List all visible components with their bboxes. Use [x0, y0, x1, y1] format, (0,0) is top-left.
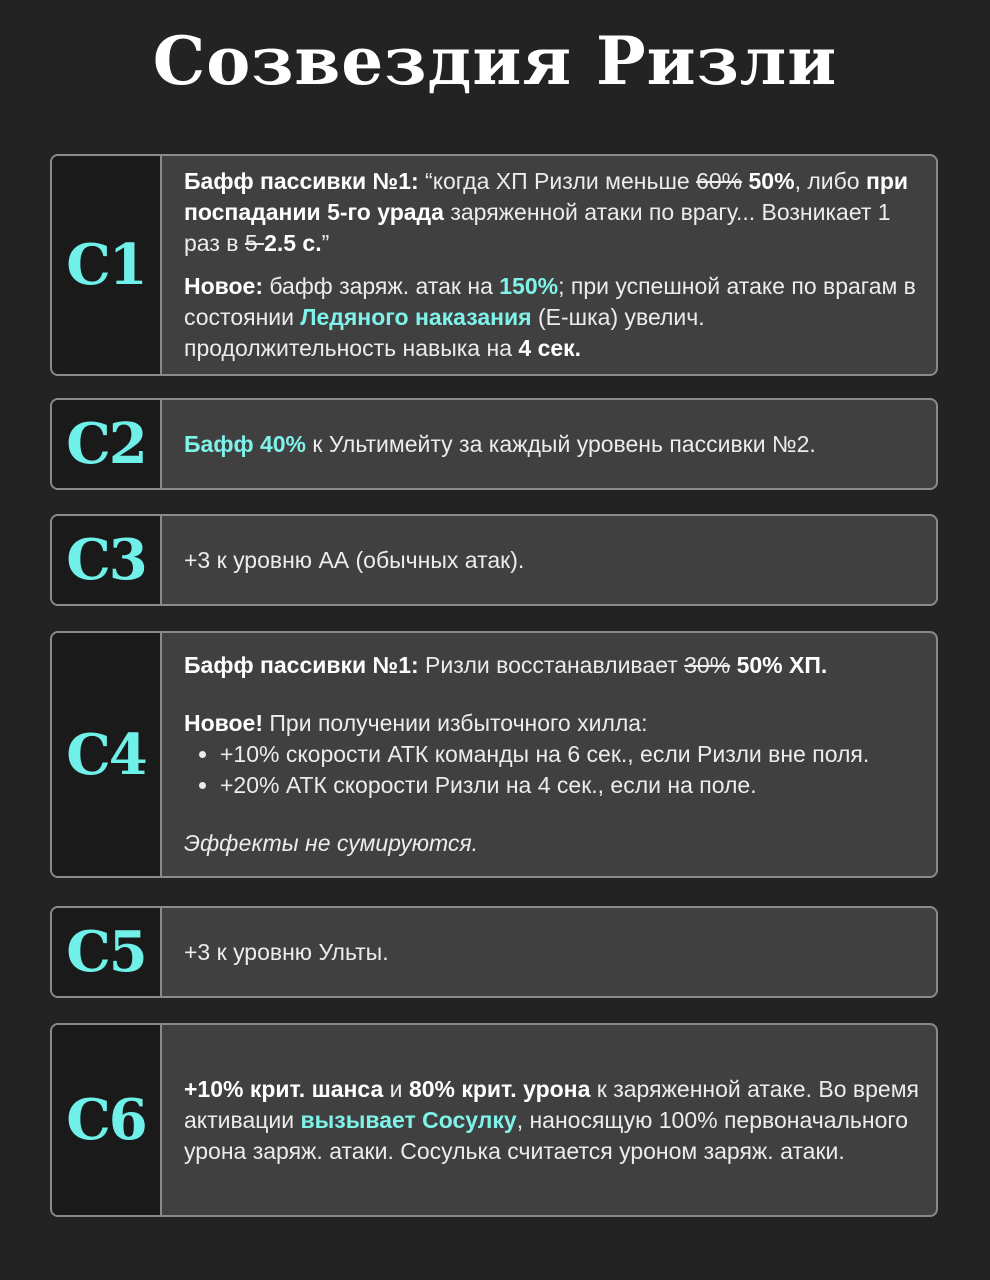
page-title: Созвездия Ризли — [152, 22, 838, 100]
constellation-badge-c4: C4 — [52, 633, 162, 876]
constellation-card-c5 — [50, 906, 938, 998]
constellation-card-c6 — [50, 1023, 938, 1217]
c1-paragraph-1: Бафф пассивки №1: “когда ХП Ризли меньше 60% 50%, либо при поспадании 5-го урада заряженной атаки по врагу... Возникает 1 раз в 5 2.5 с.” — [184, 168, 909, 256]
constellation-card-c4 — [50, 631, 938, 878]
constellation-badge-c6: C6 — [52, 1025, 162, 1215]
constellation-text-c1 — [184, 156, 922, 374]
constellation-text-c6: +10% крит. шанса и 80% крит. урона к заряженной атаке. Во время активации вызывает Сосулку, наносящую 100% первоначального урона заряж. атаки. Сосулька считается уроном заряж. атаки. — [184, 1075, 919, 1164]
constellation-card-c1 — [50, 154, 938, 376]
constellation-text-c3: +3 к уровню АА (обычных атак). — [184, 546, 525, 573]
list-item: • +20% АТК скорости Ризли на 4 сек., если на поле. — [220, 770, 922, 801]
c1-paragraph-2: Новое: бафф заряж. атак на 150%; при успешной атаке по врагам в состоянии Ледяного наказания (E-шка) увелич. продолжительность навыка на 4 сек. — [184, 273, 916, 361]
list-item: • +10% скорости АТК команды на 6 сек., если Ризли вне поля. — [220, 739, 922, 770]
constellation-badge-c1: C1 — [52, 156, 162, 374]
c4-paragraph-2: Новое! При получении избыточного хилла: — [184, 710, 648, 736]
constellation-text-c4 — [184, 633, 922, 876]
constellation-badge-c5: C5 — [52, 908, 162, 996]
constellation-badge-c3: C3 — [52, 516, 162, 604]
constellation-card-c2 — [50, 398, 938, 490]
c4-note: Эффекты не сумируются. — [184, 830, 479, 856]
constellation-badge-c2: C2 — [52, 400, 162, 488]
constellation-text-c2: Бафф 40% к Ультимейту за каждый уровень пассивки №2. — [184, 430, 816, 457]
c4-paragraph-1: Бафф пассивки №1: Ризли восстанавливает 30% 50% ХП. — [184, 652, 828, 678]
constellation-text-c5: +3 к уровню Ульты. — [184, 938, 389, 965]
c4-bullet-list — [184, 739, 922, 801]
constellation-card-c3 — [50, 514, 938, 606]
